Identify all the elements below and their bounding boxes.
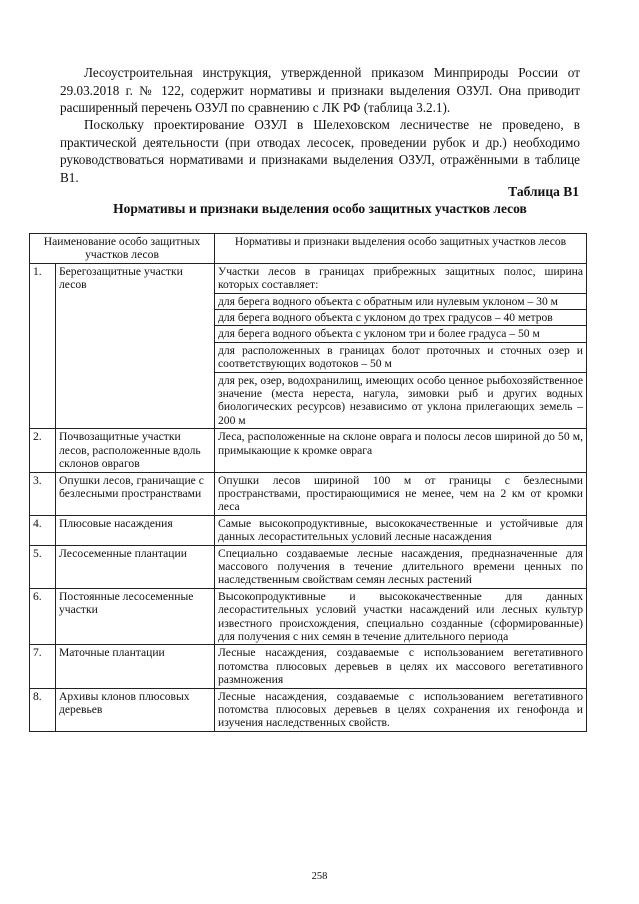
row-criteria: Специально создаваемые лесные насаждения, предназначенные для массового получения в течение длительного времени ценных по наследственным свойствам семян лесных растений: [215, 545, 587, 588]
table-label: Таблица В1: [508, 184, 579, 199]
row-name: Постоянные лесосеменные участки: [56, 588, 215, 645]
table-row: [30, 645, 587, 688]
table-row: [30, 688, 587, 731]
table-row: [30, 429, 587, 472]
row-criteria-item: для берега водного объекта с уклоном три и более градуса – 50 м: [215, 326, 587, 342]
row-criteria: Лесные насаждения, создаваемые с использованием вегетативного потомства плюсовых деревьев в целях их массового вегетативного размножения: [215, 645, 587, 688]
row-number: 5.: [30, 545, 56, 588]
row-name: Берегозащитные участки лесов: [56, 263, 215, 428]
row-criteria: Лесные насаждения, создаваемые с использованием вегетативного потомства плюсовых деревьев в целях сохранения их генофонда и изучения наследственных свойств.: [215, 688, 587, 731]
row-name: Лесосеменные плантации: [56, 545, 215, 588]
paragraph-1: Лесоустроительная инструкция, утвержденной приказом Минприроды России от 29.03.2018 г. № 122, содержит нормативы и признаки выделения ОЗУЛ. Она приводит расширенный перечень ОЗУЛ по сравнению с ЛК РФ (таблица 3.2.1).: [60, 65, 580, 116]
row-number: 1.: [30, 263, 56, 428]
row-name: Плюсовые насаждения: [56, 515, 215, 545]
table-header-row: [30, 234, 587, 264]
paragraph-2: Поскольку проектирование ОЗУЛ в Шелеховском лесничестве не проведено, в практической деятельности (при отводах лесосек, проведении рубок и др.) необходимо руководствоваться нормативами и признаками выделения ОЗУЛ, отражёнными в таблице В1.: [60, 117, 580, 185]
table-title: Нормативы и признаки выделения особо защитных участков лесов: [113, 201, 527, 216]
table-row: [30, 545, 587, 588]
row-name: Архивы клонов плюсовых деревьев: [56, 688, 215, 731]
row-number: 4.: [30, 515, 56, 545]
row-name: Опушки лесов, граничащие с безлесными пространствами: [56, 472, 215, 515]
row-name: Маточные плантации: [56, 645, 215, 688]
row-number: 7.: [30, 645, 56, 688]
row-number: 3.: [30, 472, 56, 515]
table-row: [30, 588, 587, 645]
ozul-table: [29, 233, 587, 732]
row-criteria-item: для расположенных в границах болот проточных и сточных озер и соответствующих водотоков – 50 м: [215, 342, 587, 372]
row-criteria-item: для рек, озер, водохранилищ, имеющих особо ценное рыбохозяйственное значение (места нереста, нагула, зимовки рыб и других водных биологических ресурсов) независимо от уклона прилегающих земель – 200 м: [215, 372, 587, 429]
row-name: Почвозащитные участки лесов, расположенные вдоль склонов оврагов: [56, 429, 215, 472]
page-number: 258: [311, 871, 328, 882]
row-criteria: Высокопродуктивные и высококачественные для данных лесорастительных условий участки насаждений или лесных культур известного происхождения, специально созданные (сформированные) для получения с них семян в течение длительного периода: [215, 588, 587, 645]
row-criteria: Самые высокопродуктивные, высококачественные и устойчивые для данных лесорастительных условий лесные насаждения: [215, 515, 587, 545]
row-number: 8.: [30, 688, 56, 731]
table-row: [30, 472, 587, 515]
table-row: [30, 263, 587, 293]
header-name: Наименование особо защитных участков лесов: [30, 234, 215, 264]
row-number: 6.: [30, 588, 56, 645]
row-criteria-item: для берега водного объекта с уклоном до трех градусов – 40 метров: [215, 310, 587, 326]
row-criteria: Опушки лесов шириной 100 м от границы с безлесными пространствами, простирающимися не менее, чем на 2 км от кромки леса: [215, 472, 587, 515]
row-criteria-item: Участки лесов в границах прибрежных защитных полос, ширина которых составляет:: [215, 263, 587, 293]
table-row: [30, 515, 587, 545]
row-number: 2.: [30, 429, 56, 472]
row-criteria: Леса, расположенные на склоне оврага и полосы лесов шириной до 50 м, примыкающие к кромке оврага: [215, 429, 587, 472]
row-criteria-item: для берега водного объекта с обратным или нулевым уклоном – 30 м: [215, 293, 587, 309]
header-criteria: Нормативы и признаки выделения особо защитных участков лесов: [215, 234, 587, 264]
